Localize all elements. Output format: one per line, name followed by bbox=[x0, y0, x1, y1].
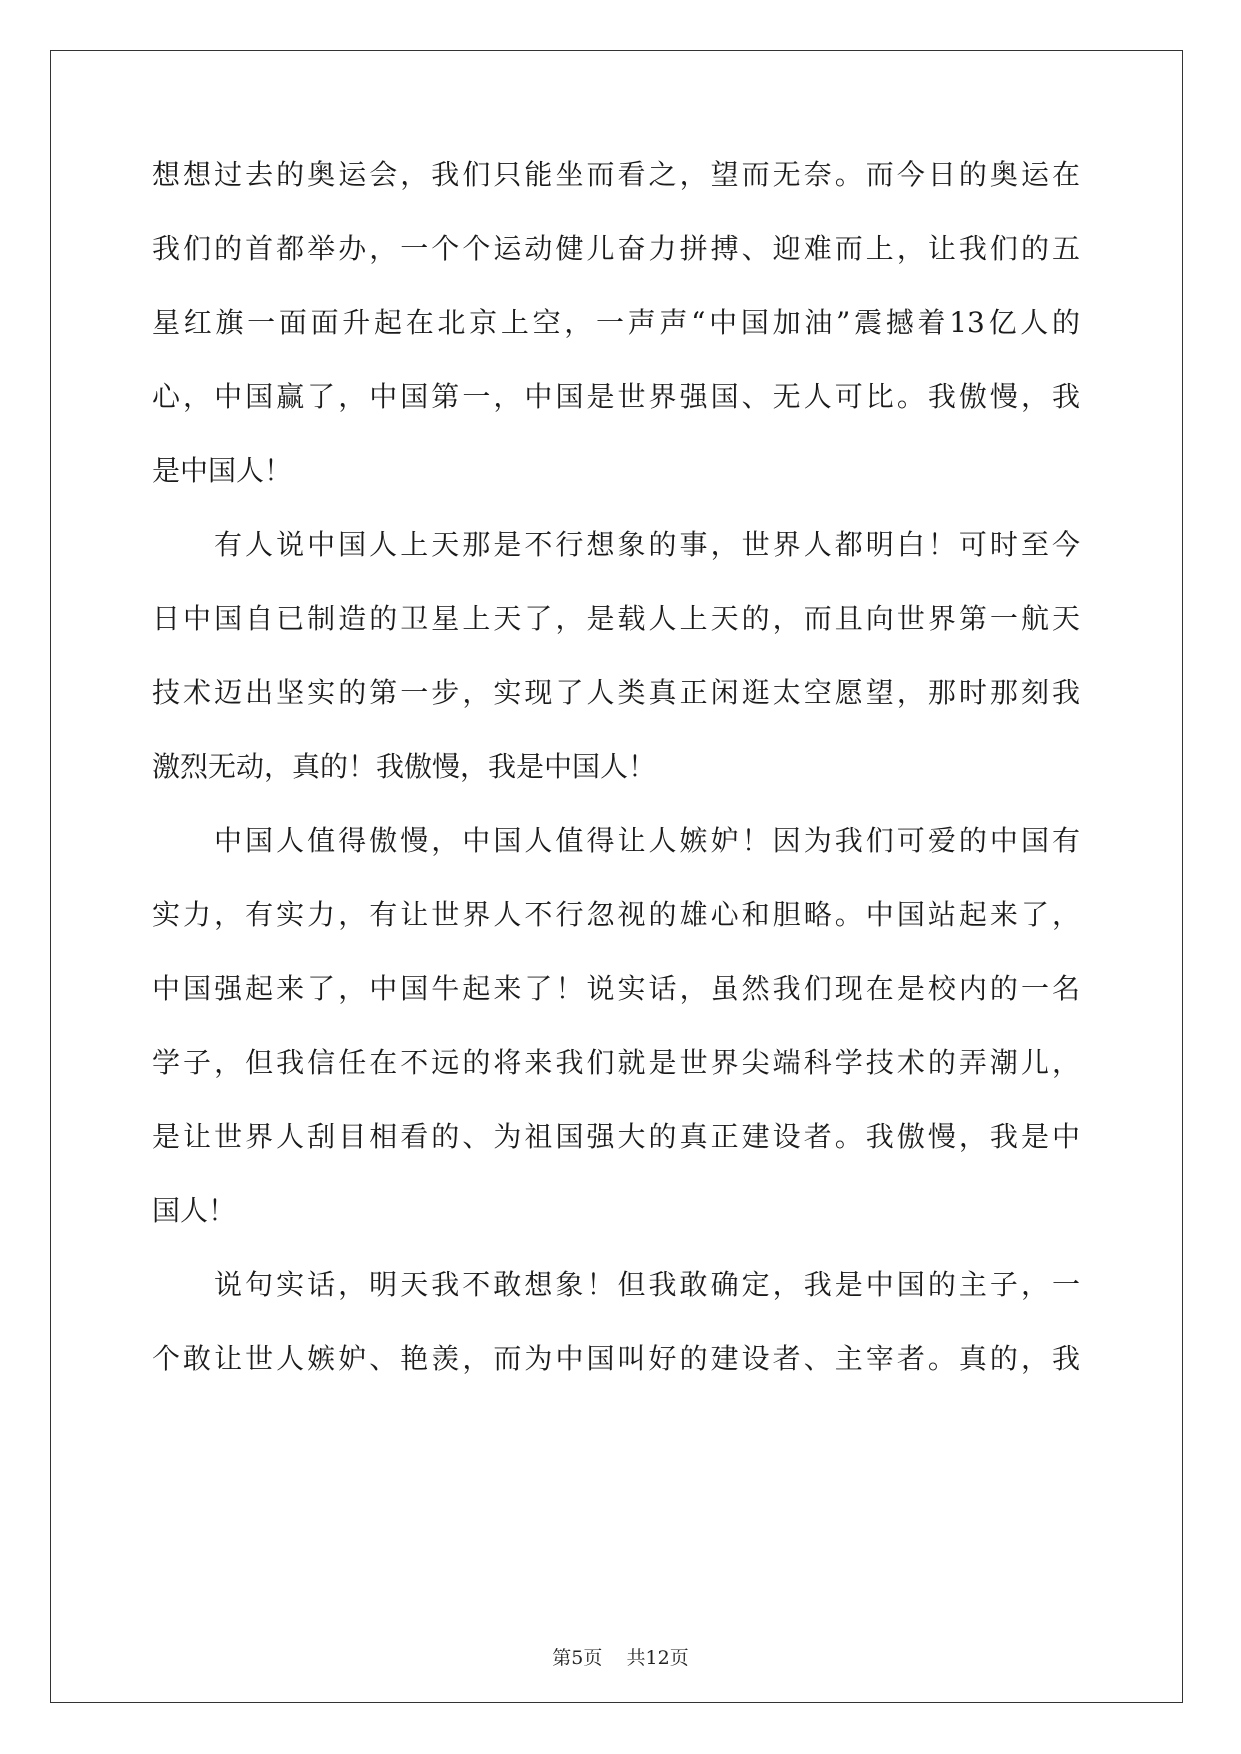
text-line: 星红旗一面面升起在北京上空，一声声“中国加油”震撼着13亿人的 bbox=[152, 306, 1080, 339]
text-line: 想想过去的奥运会，我们只能坐而看之，望而无奈。而今日的奥运在 bbox=[152, 158, 1080, 191]
text-line: 激烈无动，真的！我傲慢，我是中国人！ bbox=[152, 750, 657, 783]
text-line: 我们的首都举办，一个个运动健儿奋力拼搏、迎难而上，让我们的五 bbox=[152, 232, 1080, 265]
footer-spacer bbox=[602, 1647, 626, 1669]
text-line: 日中国自已制造的卫星上天了，是载人上天的，而且向世界第一航天 bbox=[152, 602, 1080, 635]
text-line: 实力，有实力，有让世界人不行忽视的雄心和胆略。中国站起来了， bbox=[152, 898, 1080, 931]
text-line: 是让世界人刮目相看的、为祖国强大的真正建设者。我傲慢，我是中 bbox=[152, 1120, 1080, 1153]
page-footer bbox=[0, 1646, 1241, 1670]
paragraph-first-line: 有人说中国人上天那是不行想象的事，世界人都明白！可时至今 bbox=[214, 528, 1080, 561]
page-total: 共12页 bbox=[626, 1647, 689, 1669]
text-line: 个敢让世人嫉妒、艳羡，而为中国叫好的建设者、主宰者。真的，我 bbox=[152, 1342, 1080, 1375]
text-line: 是中国人！ bbox=[152, 454, 293, 487]
page-number: 第5页 bbox=[552, 1647, 603, 1669]
text-line: 学子，但我信任在不远的将来我们就是世界尖端科学技术的弄潮儿， bbox=[152, 1046, 1080, 1079]
paragraph-first-line: 中国人值得傲慢，中国人值得让人嫉妒！因为我们可爱的中国有 bbox=[214, 824, 1080, 857]
text-line: 技术迈出坚实的第一步，实现了人类真正闲逛太空愿望，那时那刻我 bbox=[152, 676, 1080, 709]
text-line: 中国强起来了，中国牛起来了！说实话，虽然我们现在是校内的一名 bbox=[152, 972, 1080, 1005]
paragraph-first-line: 说句实话，明天我不敢想象！但我敢确定，我是中国的主子，一 bbox=[214, 1268, 1080, 1301]
text-line: 心，中国赢了，中国第一，中国是世界强国、无人可比。我傲慢，我 bbox=[152, 380, 1080, 413]
page-frame bbox=[50, 50, 1183, 1703]
text-line: 国人！ bbox=[152, 1194, 237, 1227]
